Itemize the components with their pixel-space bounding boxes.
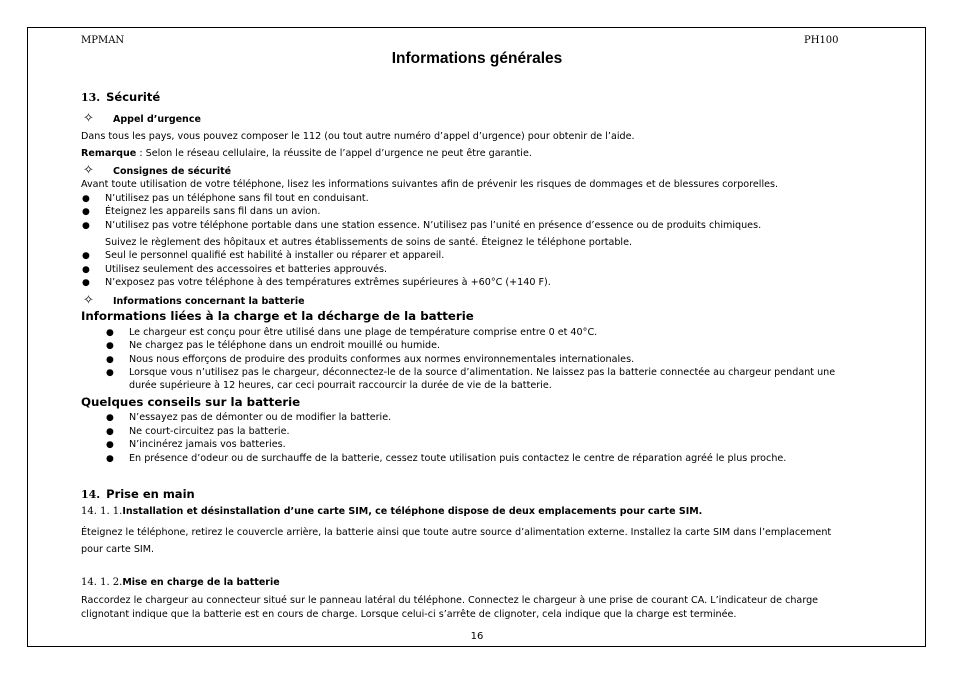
- safety-heading: ✧ Consignes de sécurité: [83, 163, 232, 178]
- battery-heading: ✧ Informations concernant la batterie: [83, 293, 305, 308]
- header-brand: MPMAN: [81, 35, 125, 46]
- bullet-icon: ●: [106, 427, 114, 437]
- page-title: Informations générales: [391, 50, 563, 67]
- bullet-icon: ●: [82, 265, 90, 275]
- bullet-icon: ●: [106, 454, 114, 464]
- bullet-icon: ●: [106, 328, 114, 338]
- emergency-heading: ✧ Appel d’urgence: [83, 111, 201, 126]
- list-item: N’utilisez pas votre téléphone portable dans une station essence. N’utilisez pas l’unité en présence d’essence ou de produits chimiques.: [105, 220, 762, 231]
- paragraph: Raccordez le chargeur au connecteur situé sur le panneau latéral du téléphone. Connectez le chargeur à une prise de courant CA. L’indicateur de charge: [81, 595, 819, 606]
- bullet-icon: ●: [106, 355, 114, 365]
- section-title: Prise en main: [106, 487, 195, 501]
- paragraph: clignotant indique que la batterie est en cours de charge. Lorsque celui-ci s’arrête de clignoter, cela indique que la charge est terminée.: [81, 609, 737, 620]
- list-item: Nous nous efforçons de produire des produits conformes aux normes environnementales internationales.: [129, 354, 635, 365]
- list-item: N’incinérez jamais vos batteries.: [129, 439, 286, 450]
- diamond-star-icon: ✧: [83, 163, 94, 178]
- list-item-continuation: Suivez le règlement des hôpitaux et autres établissements de soins de santé. Éteignez le téléphone portable.: [105, 237, 633, 248]
- diamond-star-icon: ✧: [83, 293, 94, 308]
- paragraph: pour carte SIM.: [81, 544, 155, 555]
- subsection-14-1-2-heading: 14. 1. 2.Mise en charge de la batterie: [81, 577, 280, 588]
- list-item: Éteignez les appareils sans fil dans un avion.: [105, 206, 321, 217]
- section-14-heading: [81, 487, 195, 501]
- section-number: 13.: [81, 91, 101, 104]
- diamond-star-icon: ✧: [83, 111, 94, 126]
- bullet-icon: ●: [82, 207, 90, 217]
- bullet-icon: ●: [106, 440, 114, 450]
- tips-heading: Quelques conseils sur la batterie: [81, 395, 301, 409]
- bullet-icon: ●: [106, 368, 114, 378]
- emergency-text: Dans tous les pays, vous pouvez composer le 112 (ou tout autre numéro d’appel d’urgence) pour obtenir de l’aide.: [81, 131, 635, 142]
- section-13-heading: [81, 90, 160, 104]
- list-item: Ne court-circuitez pas la batterie.: [129, 426, 290, 437]
- section-number: 14.: [81, 488, 101, 501]
- list-item-continuation: durée supérieure à 12 heures, car ceci pourrait raccourcir la durée de vie de la batterie.: [129, 380, 552, 391]
- page-number: 16: [470, 631, 484, 642]
- list-item: Seul le personnel qualifié est habilité à installer ou réparer et appareil.: [105, 250, 445, 261]
- charge-heading: Informations liées à la charge et la décharge de la batterie: [81, 309, 474, 323]
- header-model: PH100: [804, 35, 839, 46]
- list-item: Le chargeur est conçu pour être utilisé dans une plage de température comprise entre 0 et 40°C.: [129, 327, 598, 338]
- safety-intro: Avant toute utilisation de votre téléphone, lisez les informations suivantes afin de prévenir les risques de dommages et de blessures corporelles.: [81, 179, 779, 190]
- list-item: Utilisez seulement des accessoires et batteries approuvés.: [105, 264, 388, 275]
- list-item: Ne chargez pas le téléphone dans un endroit mouillé ou humide.: [129, 340, 441, 351]
- paragraph: Éteignez le téléphone, retirez le couvercle arrière, la batterie ainsi que toute autre source d’alimentation externe. Installez la carte SIM dans l’emplacement: [81, 527, 832, 538]
- list-item: N’exposez pas votre téléphone à des températures extrêmes supérieures à +60°C (+140 F).: [105, 277, 551, 288]
- bullet-icon: ●: [82, 251, 90, 261]
- list-item: N’essayez pas de démonter ou de modifier la batterie.: [129, 412, 392, 423]
- list-item: N’utilisez pas un téléphone sans fil tout en conduisant.: [105, 193, 369, 204]
- list-item: Lorsque vous n’utilisez pas le chargeur, déconnectez-le de la source d’alimentation. Ne laissez pas la batterie connectée au chargeur pendant une: [129, 367, 836, 378]
- emergency-remark: Remarque : Selon le réseau cellulaire, la réussite de l’appel d’urgence ne peut être garantie.: [81, 148, 532, 159]
- subsection-14-1-1-heading: 14. 1. 1.Installation et désinstallation d’une carte SIM, ce téléphone dispose de deux emplacements pour carte SIM.: [81, 506, 703, 517]
- bullet-icon: ●: [82, 194, 90, 204]
- bullet-icon: ●: [82, 221, 90, 231]
- bullet-icon: ●: [106, 341, 114, 351]
- section-title: Sécurité: [106, 90, 161, 104]
- list-item: En présence d’odeur ou de surchauffe de la batterie, cessez toute utilisation puis contactez le centre de réparation agréé le plus proche.: [129, 453, 787, 464]
- bullet-icon: ●: [106, 413, 114, 423]
- bullet-icon: ●: [82, 278, 90, 288]
